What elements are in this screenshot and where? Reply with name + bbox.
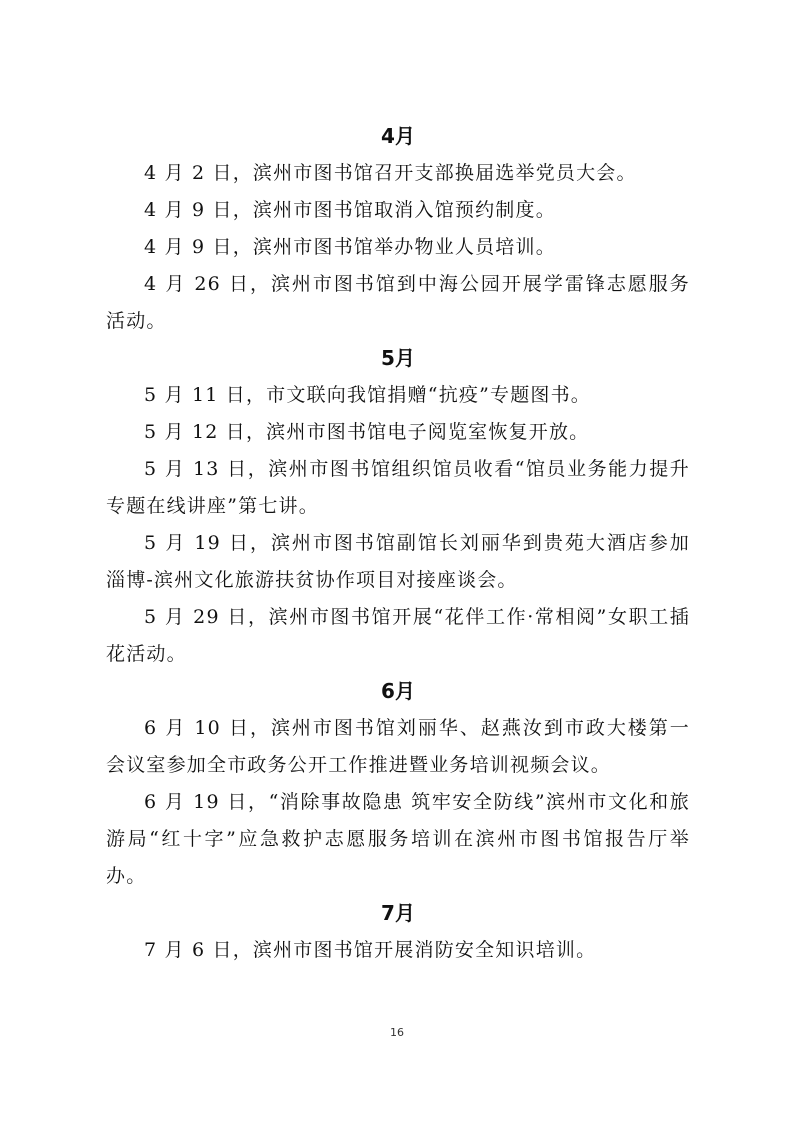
month-heading-june: 6月 xyxy=(381,679,415,703)
entry-may-4: 5 月 19 日，滨州市图书馆副馆长刘丽华到贵苑大酒店参加淄博-滨州文化旅游扶贫协作项目对接座谈会。 xyxy=(106,532,690,591)
document-body xyxy=(106,118,690,969)
entry-may-1: 5 月 11 日，市文联向我馆捐赠“抗疫”专题图书。 xyxy=(144,384,592,406)
entry-may-3: 5 月 13 日，滨州市图书馆组织馆员收看“馆员业务能力提升专题在线讲座”第七讲。 xyxy=(106,458,690,517)
entry-april-2: 4 月 9 日，滨州市图书馆取消入馆预约制度。 xyxy=(144,199,556,221)
entry-april-4: 4 月 26 日，滨州市图书馆到中海公园开展学雷锋志愿服务活动。 xyxy=(106,273,690,332)
page-number: 16 xyxy=(390,1026,404,1039)
entry-may-2: 5 月 12 日，滨州市图书馆电子阅览室恢复开放。 xyxy=(144,421,590,443)
entry-july-1: 7 月 6 日，滨州市图书馆开展消防安全知识培训。 xyxy=(144,939,597,961)
entry-june-1: 6 月 10 日，滨州市图书馆刘丽华、赵燕汝到市政大楼第一会议室参加全市政务公开工作推进暨业务培训视频会议。 xyxy=(106,717,690,776)
entry-june-2: 6 月 19 日，“消除事故隐患 筑牢安全防线”滨州市文化和旅游局“红十字”应急救护志愿服务培训在滨州市图书馆报告厅举办。 xyxy=(106,791,690,887)
entry-april-1: 4 月 2 日，滨州市图书馆召开支部换届选举党员大会。 xyxy=(144,162,637,184)
entry-april-3: 4 月 9 日，滨州市图书馆举办物业人员培训。 xyxy=(144,236,556,258)
month-heading-april: 4月 xyxy=(381,124,415,148)
month-heading-july: 7月 xyxy=(381,901,415,925)
month-heading-may: 5月 xyxy=(381,346,415,370)
entry-may-5: 5 月 29 日，滨州市图书馆开展“花伴工作·常相阅”女职工插花活动。 xyxy=(106,606,690,665)
